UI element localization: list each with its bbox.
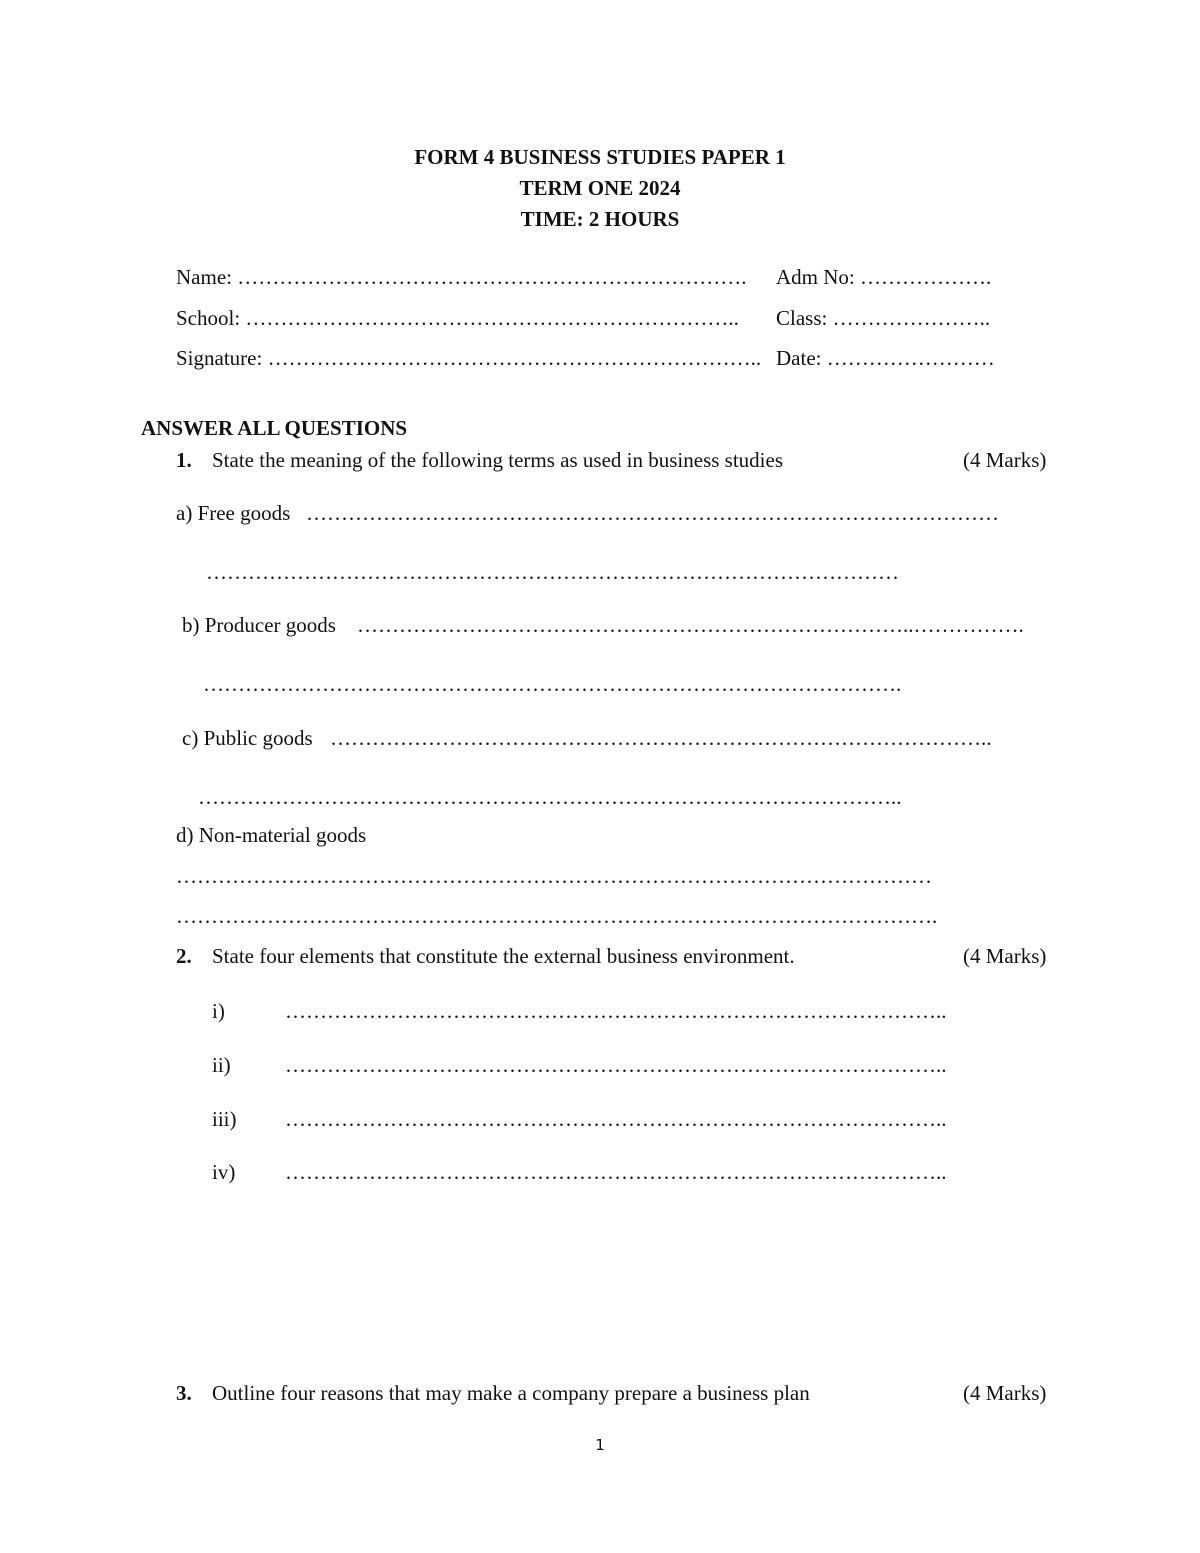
q1-part-d-label: d) Non-material goods [176, 823, 367, 847]
q1-part-d-answer-line-2[interactable]: ………………………………………………………………………………………………. [176, 906, 938, 927]
paper-title: FORM 4 BUSINESS STUDIES PAPER 1 [414, 145, 786, 169]
page-number: 1 [595, 1436, 605, 1454]
question-1-text: State the meaning of the following terms as used in business studies [212, 448, 783, 472]
paper-time: TIME: 2 HOURS [520, 207, 680, 231]
question-1-marks: (4 Marks) [963, 448, 1047, 472]
date-field[interactable]: Date: …………………… [776, 346, 995, 370]
q2-item-ii-label: ii) [212, 1053, 231, 1077]
q2-item-iv-answer-line[interactable]: ………………………………………………………………………………….. [285, 1162, 947, 1183]
signature-field[interactable]: Signature: …………………………………………………………….. [176, 346, 762, 370]
q1-part-b-answer-line-1[interactable]: ……………………………………………………………………..……………. [357, 615, 1024, 636]
q1-part-b-label: b) Producer goods [182, 613, 336, 637]
q1-part-a-answer-line-2[interactable]: ……………………………………………………………………………………… [206, 562, 899, 583]
q2-item-iv-label: iv) [212, 1160, 236, 1184]
class-field[interactable]: Class: ………………….. [776, 306, 991, 330]
question-2-marks: (4 Marks) [963, 944, 1047, 968]
adm-no-field[interactable]: Adm No: ………………. [776, 265, 992, 289]
q2-item-i-label: i) [212, 999, 225, 1023]
question-3-marks: (4 Marks) [963, 1381, 1047, 1405]
name-field[interactable]: Name: ………………………………………………………………. [176, 265, 747, 289]
q1-part-c-answer-line-2[interactable]: ……………………………………………………………………………………….. [198, 787, 902, 808]
q2-item-iii-label: iii) [212, 1107, 237, 1131]
question-3-number: 3. [176, 1381, 192, 1405]
q2-item-i-answer-line[interactable]: ………………………………………………………………………………….. [285, 1001, 947, 1022]
q1-part-b-answer-line-2[interactable]: ………………………………………………………………………………………. [203, 674, 902, 695]
q2-item-ii-answer-line[interactable]: ………………………………………………………………………………….. [285, 1055, 947, 1076]
question-2-number: 2. [176, 944, 192, 968]
paper-term: TERM ONE 2024 [519, 176, 681, 200]
school-field[interactable]: School: …………………………………………………………….. [176, 306, 739, 330]
instructions-heading: ANSWER ALL QUESTIONS [141, 416, 408, 440]
q1-part-a-label: a) Free goods [176, 501, 291, 525]
q1-part-d-answer-line-1[interactable]: ……………………………………………………………………………………………… [176, 866, 932, 887]
question-3-text: Outline four reasons that may make a company prepare a business plan [212, 1381, 810, 1405]
q1-part-a-answer-line-1[interactable]: ……………………………………………………………………………………… [306, 503, 999, 524]
q2-item-iii-answer-line[interactable]: ………………………………………………………………………………….. [285, 1109, 947, 1130]
q1-part-c-label: c) Public goods [182, 726, 313, 750]
q1-part-c-answer-line-1[interactable]: ………………………………………………………………………………….. [330, 728, 992, 749]
question-2-text: State four elements that constitute the external business environment. [212, 944, 795, 968]
question-1-number: 1. [176, 448, 192, 472]
